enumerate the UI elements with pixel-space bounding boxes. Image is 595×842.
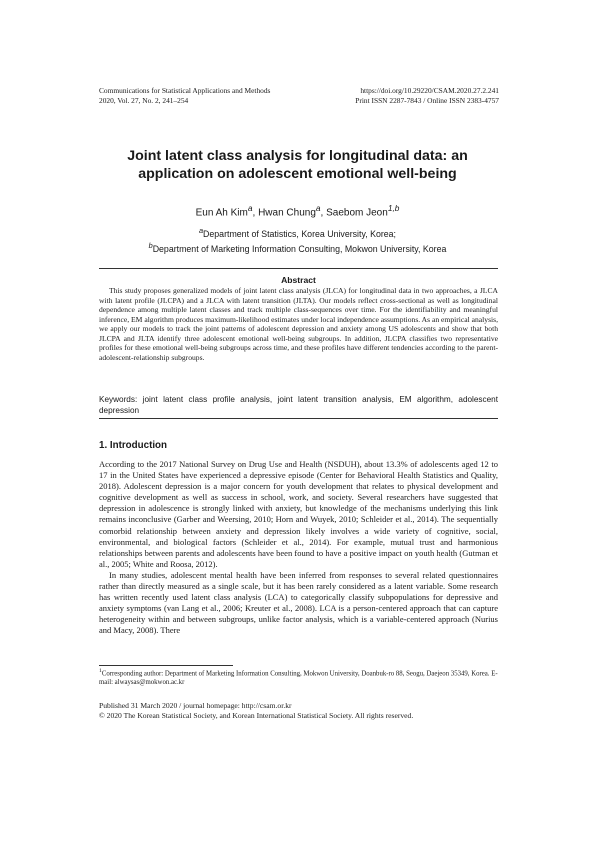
issn-line: Print ISSN 2287-7843 / Online ISSN 2383-4757 xyxy=(355,95,499,105)
affiliations xyxy=(60,225,535,255)
journal-header xyxy=(99,86,270,105)
affiliation-b xyxy=(60,240,535,255)
journal-name: Communications for Statistical Applications and Methods xyxy=(99,86,271,95)
affiliation-mark: b xyxy=(148,240,153,250)
author-mark: 1,b xyxy=(387,203,400,213)
affiliation-text: Department of Statistics, Korea University, Korea; xyxy=(203,228,397,239)
footnote-rule xyxy=(99,665,233,666)
doi-header xyxy=(355,86,499,105)
author-mark: a xyxy=(247,203,253,213)
author-separator: , xyxy=(320,207,327,219)
author-name: Eun Ah Kim xyxy=(195,207,248,219)
keywords-label: Keywords: xyxy=(99,395,138,404)
published-line: Published 31 March 2020 / journal homepage: http://csam.or.kr xyxy=(99,701,292,710)
author-name: Hwan Chung xyxy=(258,207,316,219)
abstract-text: This study proposes generalized models of joint latent class analysis (JLCA) for longitudinal data in two approaches, a JLCA with latent profile (JLCPA) and a JLCA with latent transition (JLTA). Our models reflect cross-sectional as well as longitudinal dependence among multiple latent classes and track multiple class-sequences over time. For the identifiability and meaningful inference, EM algorithm produces maximum-likelihood estimates under local independence assumptions. As an empirical analysis, we apply our models to track the joint patterns of adolescent depression and anxiety among US adolescents and show that both JLCPA and JLTA identify three adolescent emotional well-being subgroups. In addition, JLCPA classifies two representative profiles for these emotional well-being subgroups across time, and these profiles have different tendencies according to the parent-adolescent-relationship subgroups. xyxy=(99,286,498,362)
section-heading: 1. Introduction xyxy=(99,440,168,451)
author-separator: , xyxy=(252,207,259,219)
paper-title xyxy=(60,147,535,183)
abstract-top-rule xyxy=(99,268,498,269)
author-name: Saebom Jeon xyxy=(326,207,388,219)
copyright-line: © 2020 The Korean Statistical Society, and Korean International Statistical Society. All rights reserved. xyxy=(99,710,414,720)
author-list xyxy=(60,203,535,218)
footnote xyxy=(99,667,498,687)
keywords xyxy=(99,394,498,416)
doi-link[interactable]: https://doi.org/10.29220/CSAM.2020.27.2.241 xyxy=(360,86,499,95)
title-line-2: application on adolescent emotional well-being xyxy=(138,166,457,182)
volume-line: 2020, Vol. 27, No. 2, 241–254 xyxy=(99,95,189,105)
abstract-heading: Abstract xyxy=(281,275,316,285)
footnote-text: Corresponding author: Department of Marketing Information Consulting, Mokwon University, Doanbuk-ro 88, Seogu, Daejeon 35349, Korea. E-mail: alwaysas@mokwon.ac.kr xyxy=(99,670,498,687)
paragraph: In many studies, adolescent mental health have been inferred from responses to several related questionnaires rather than directly measured as a single scale, but it has been rarely considered as a latent variable. Some research has written recently used latent class analysis (LCA) to categorically classify subpopulations for depressive and anxiety symptoms (van Lang et al., 2006; Kreuter et al., 2008). LCA is a person-centered approach that can capture heterogeneity within and between subgroups, unlike factor analysis, which is a variable-centered approach (Nurius and Macy, 2008). There xyxy=(99,569,498,636)
footnote-mark: 1 xyxy=(99,668,102,674)
affiliation-mark: a xyxy=(198,226,204,235)
section-body xyxy=(99,459,498,637)
affiliation-a xyxy=(60,225,535,240)
affiliation-text: Department of Marketing Information Consulting, Mokwon University, Korea xyxy=(152,243,447,254)
author-mark: a xyxy=(315,203,321,213)
keywords-bottom-rule xyxy=(99,418,498,419)
paragraph: According to the 2017 National Survey on Drug Use and Health (NSDUH), about 13.3% of adolescents aged 12 to 17 in the United States have experienced a depressive episode (Center for Behavioral Health Statistics and Quality, 2018). Adolescent depression is a major concern for youth development that relates to physical development and cognitive development as well as success in school, work, and society. Several researchers have suggested that depression in adolescence is strongly linked with anxiety, but knowledge of the mechanisms underlying this link remains inconclusive (Garber and Weersing, 2010; Horn and Wuyek, 2010; Schleider et al., 2014). The sequentially comorbid relationship between anxiety and depression likely involves a wide variety of cognitive, social, environmental, and biological factors (Schleider et al., 2014). For example, mutual trust and harmonious relationships between parents and adolescents have been found to have a positive impact on youth health (Gutman et al., 2005; White and Roosa, 2012). xyxy=(99,459,498,569)
title-line-1: Joint latent class analysis for longitudinal data: an xyxy=(127,148,468,164)
publication-info xyxy=(99,701,413,720)
keywords-text: joint latent class profile analysis, joint latent transition analysis, EM algorithm, adolescent depression xyxy=(99,395,498,415)
